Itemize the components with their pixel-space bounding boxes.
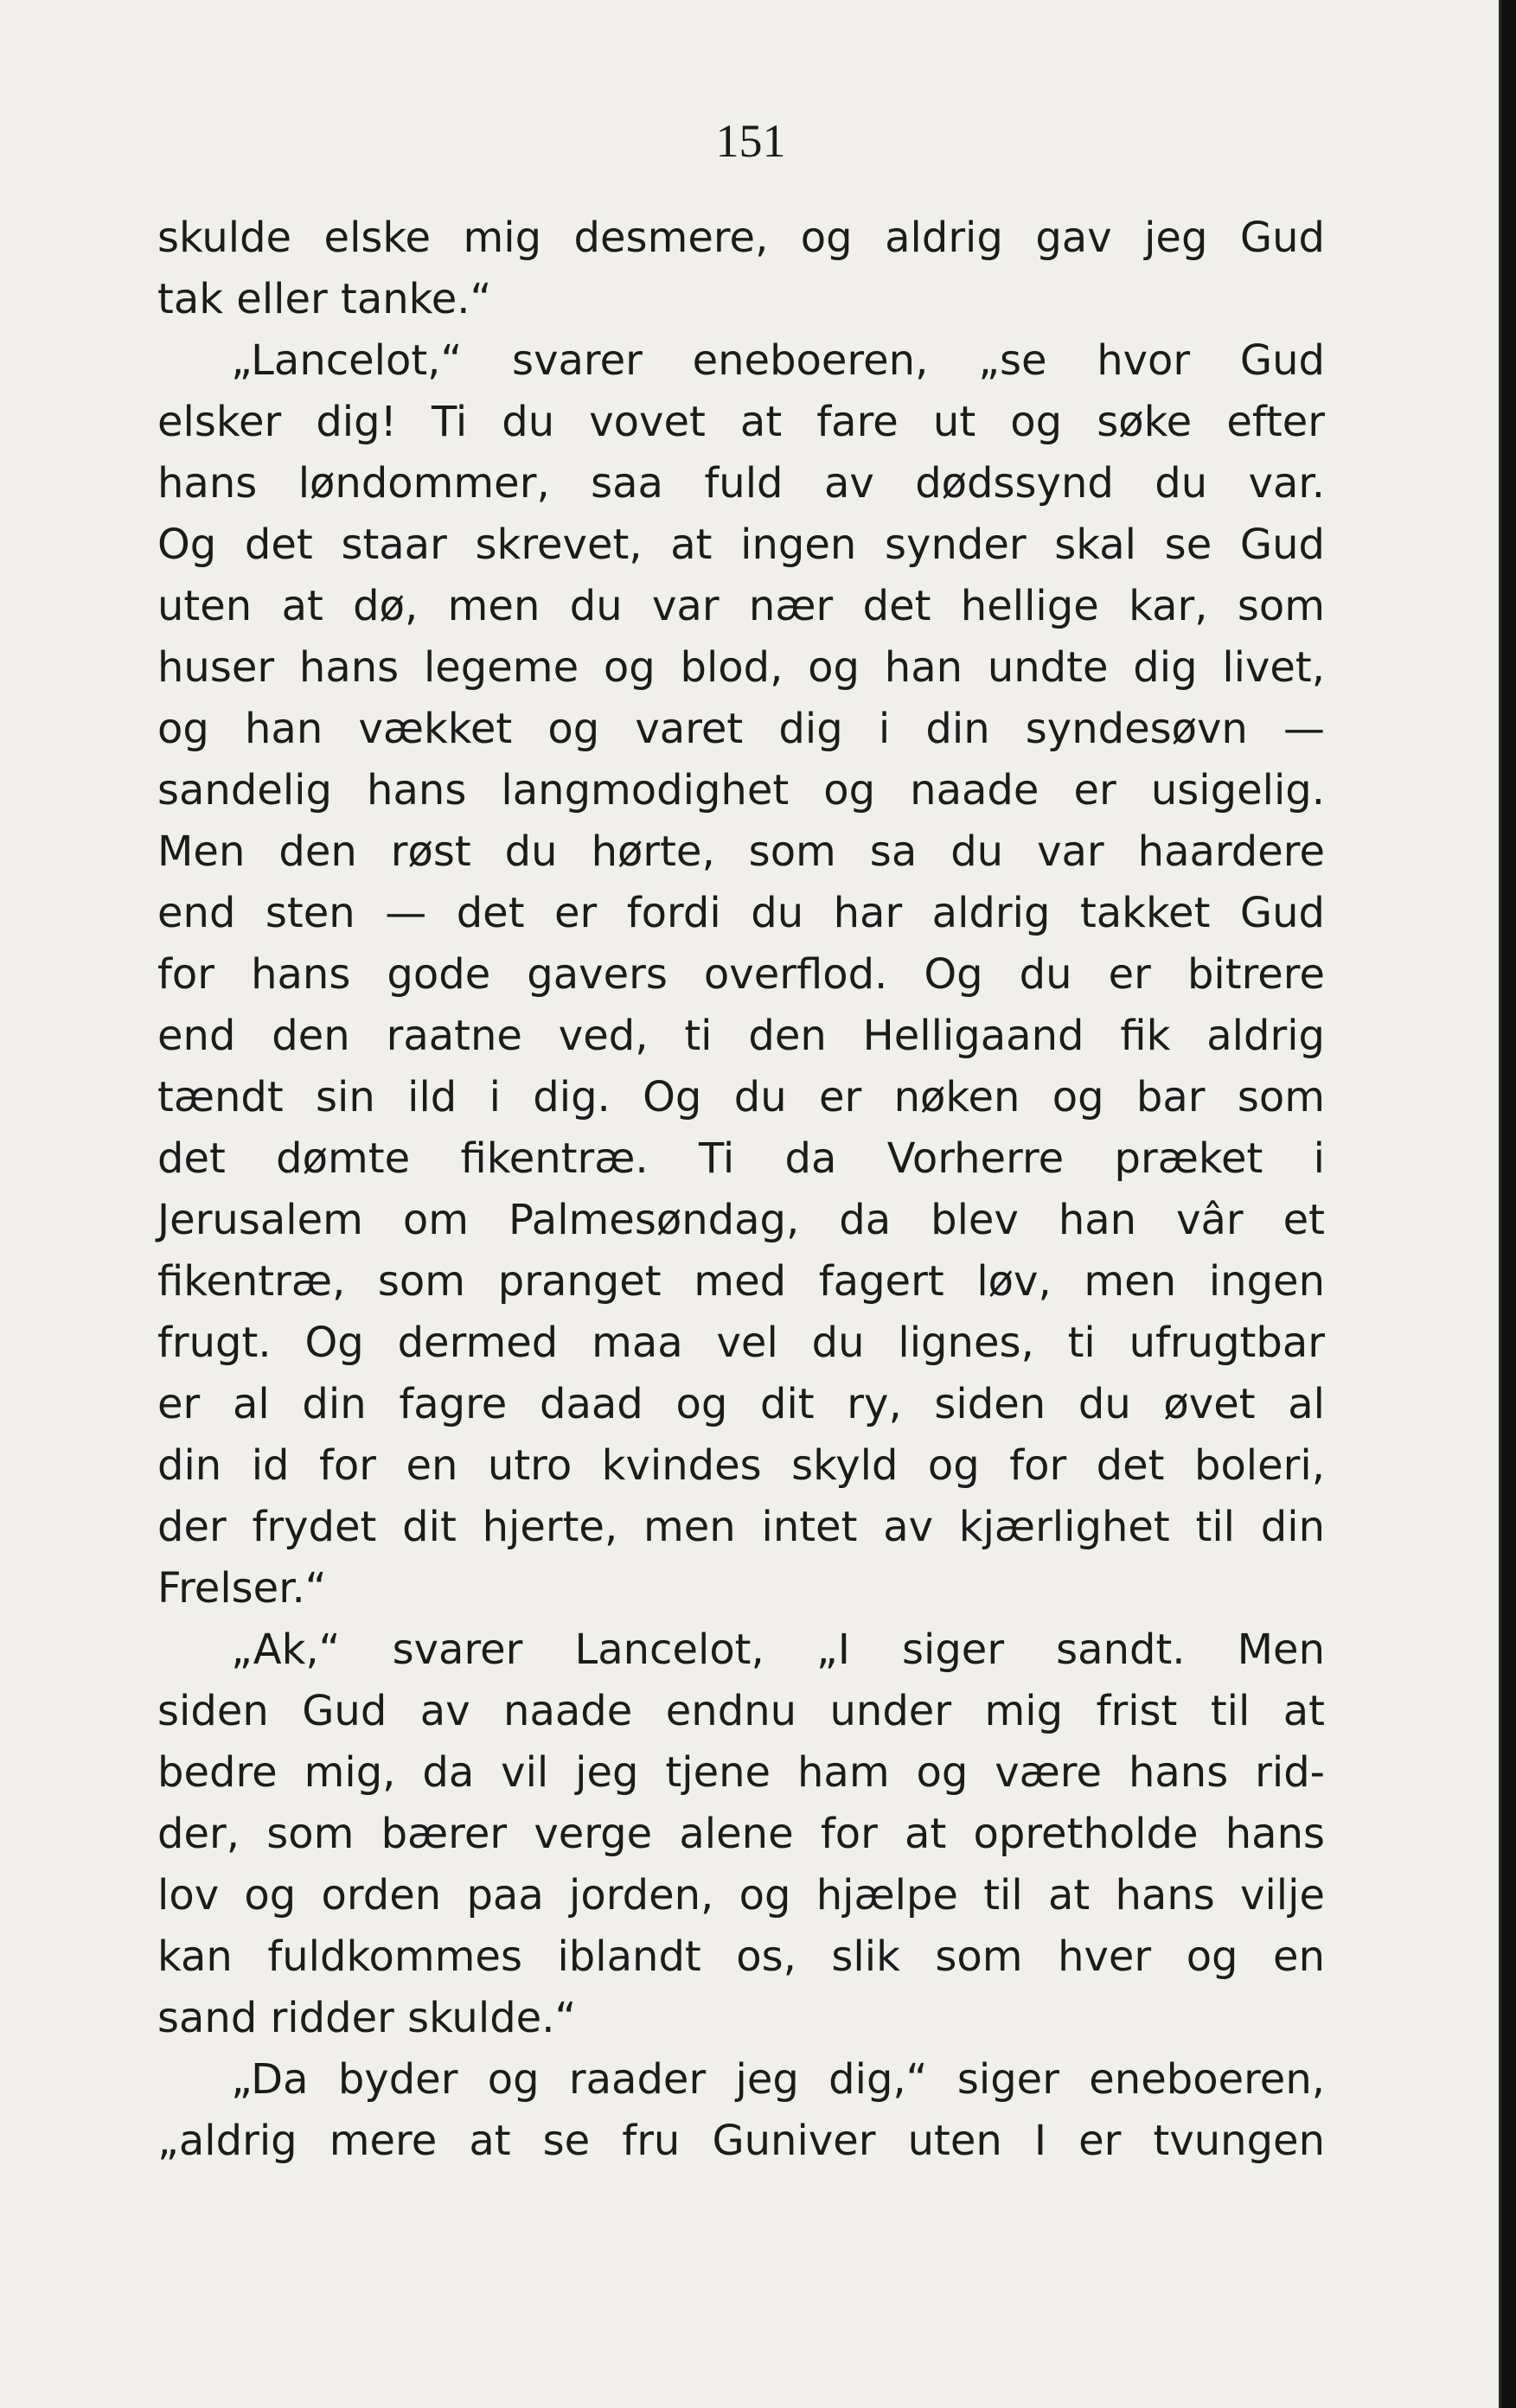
text-line: for hans gode gavers overflod. Og du er bitrere [157,950,1325,999]
text-line: end den raatne ved, ti den Helligaand fik aldrig [157,1012,1325,1060]
text-line: er al din fagre daad og dit ry, siden du øvet al [157,1380,1325,1428]
text-line: frugt. Og dermed maa vel du lignes, ti ufrugtbar [157,1319,1325,1367]
text-line: „aldrig mere at se fru Guniver uten I er tvungen [157,2117,1325,2165]
text-line: skulde elske mig desmere, og aldrig gav jeg Gud [157,214,1325,262]
text-line: siden Gud av naade endnu under mig frist til at [157,1687,1325,1735]
text-line: bedre mig, da vil jeg tjene ham og være hans rid- [157,1748,1325,1797]
text-line: tak eller tanke.“ [157,275,492,323]
text-line: lov og orden paa jorden, og hjælpe til at hans vilje [157,1871,1325,1919]
text-line: det dømte fikentræ. Ti da Vorherre præket i [157,1134,1325,1183]
text-line: kan fuldkommes iblandt os, slik som hver og en [157,1932,1325,1981]
text-line: tændt sin ild i dig. Og du er nøken og bar som [157,1073,1325,1121]
text-line: Jerusalem om Palmesøndag, da blev han vâr et [157,1196,1325,1244]
text-line: „Lancelot,“ svarer eneboeren, „se hvor Gud [231,336,1325,385]
text-line: „Ak,“ svarer Lancelot, „I siger sandt. Men [231,1626,1325,1674]
text-line: elsker dig! Ti du vovet at fare ut og søke efter [157,398,1325,446]
text-line: og han vækket og varet dig i din syndesøvn — [157,705,1325,753]
text-line: end sten — det er fordi du har aldrig takket Gud [157,889,1325,937]
page-number: 151 [715,115,786,167]
text-line: Men den røst du hørte, som sa du var haardere [157,827,1325,876]
text-line: der, som bærer verge alene for at opretholde hans [157,1810,1325,1858]
text-line: „Da byder og raader jeg dig,“ siger eneboeren, [231,2055,1325,2104]
text-line: fikentræ, som pranget med fagert løv, men ingen [157,1257,1325,1306]
body-text [157,208,1325,2172]
text-line: der frydet dit hjerte, men intet av kjærlighet til din [157,1503,1325,1551]
text-line: sand ridder skulde.“ [157,1994,577,2042]
text-line: hans løndommer, saa fuld av dødssynd du var. [157,459,1325,508]
text-line: Frelser.“ [157,1564,327,1613]
text-line: uten at dø, men du var nær det hellige kar, som [157,582,1325,630]
text-line: Og det staar skrevet, at ingen synder skal se Gud [157,521,1325,569]
text-line: din id for en utro kvindes skyld og for det boleri, [157,1441,1325,1490]
text-line: sandelig hans langmodighet og naade er usigelig. [157,766,1325,814]
text-line: huser hans legeme og blod, og han undte dig livet, [157,643,1325,692]
